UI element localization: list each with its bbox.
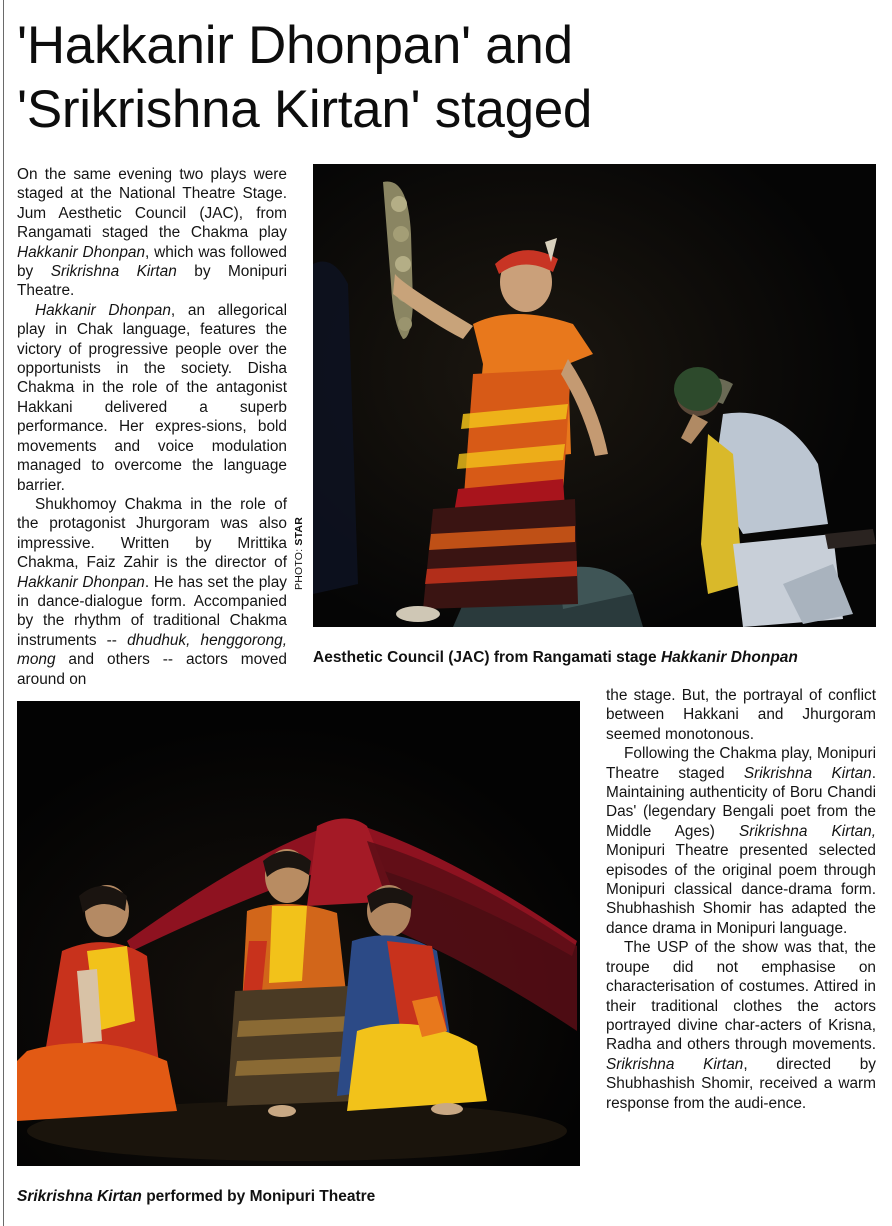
stage-scene-chakma-play xyxy=(313,164,876,627)
photo-credit xyxy=(293,517,305,590)
article-paragraph xyxy=(17,301,287,495)
text-run: Aesthetic Council (JAC) from Rangamati stage xyxy=(313,649,661,666)
text-run: and others -- actors moved around on xyxy=(17,651,287,688)
italic-title-text: Hakkanir Dhonpan xyxy=(660,649,798,666)
italic-title-text: Hakkanir Dhonpan xyxy=(17,243,146,261)
text-run: Following the Chakma play, Monipuri Theatre staged xyxy=(606,745,876,782)
text-run: , an allegorical play in Chak language, features the victory of progressive people over the opportunists in the society. Disha Chakma in the role of the antagonist Hakkani delivered a superb performance. Her expres-sions, bold movements and voice modulation managed to overcome the language barrier. xyxy=(17,301,287,494)
text-run: . He has set the play in dance-dialogue form. Accompanied by the rhythm of traditional Chakma instruments -- xyxy=(17,573,287,649)
text-run: . Maintaining authenticity of Boru Chandi Das' (legendary Bengali poet from the Middle Ages) xyxy=(606,764,876,840)
text-run: , which was followed by xyxy=(17,243,287,281)
article-paragraph xyxy=(606,744,876,938)
text-run: Monipuri Theatre presented selected episodes of the original poem through Monipuri classical dance-drama form. Shubhashish Shomir has adapted the dance drama in Monipuri language. xyxy=(606,842,876,937)
photo-credit-label: PHOTO: xyxy=(293,545,305,590)
article-paragraph xyxy=(17,165,287,301)
italic-title-text: Hakkanir Dhonpan xyxy=(17,573,145,591)
text-run: The USP of the show was that, the troupe did not emphasise on characterisation of costumes. Attired in their traditional clothes the actors portrayed divine char-acters of Krisna, Radha and others through movements. xyxy=(606,939,876,1054)
italic-title-text: Srikrishna Kirtan, xyxy=(738,822,877,840)
photo-hakkanir-dhonpan xyxy=(313,164,876,627)
italic-title-text: Srikrishna Kirtan xyxy=(17,1188,142,1205)
body-column-left xyxy=(17,165,287,689)
stage-scene-monipuri-play xyxy=(17,701,580,1166)
article-paragraph xyxy=(606,938,876,1113)
text-run: the stage. But, the portrayal of conflict between Hakkani and Jhurgoram seemed monotonous. xyxy=(606,687,876,743)
text-run: Shukhomoy Chakma in the role of the protagonist Jhurgoram was also impressive. Written by Mrittika Chakma, Faiz Zahir is the director of xyxy=(17,495,287,572)
text-run: performed by Monipuri Theatre xyxy=(141,1188,376,1205)
article-paragraph xyxy=(17,495,287,689)
body-column-right xyxy=(606,686,876,1113)
italic-title-text: Srikrishna Kirtan xyxy=(50,263,177,281)
italic-title-text: Hakkanir Dhonpan xyxy=(35,301,171,319)
italic-title-text: Srikrishna Kirtan xyxy=(606,1055,744,1073)
photo-caption-hakkanir-dhonpan xyxy=(313,649,798,667)
headline-line-1: 'Hakkanir Dhonpan' and xyxy=(17,16,573,75)
photo-credit-source: STAR xyxy=(293,517,305,546)
article-headline xyxy=(17,14,877,142)
italic-title-text: dhudhuk, henggorong, mong xyxy=(17,631,287,669)
text-run: by Monipuri Theatre. xyxy=(17,263,288,300)
text-run: On the same evening two plays were staged at the National Theatre Stage. Jum Aesthetic Council (JAC), from Rangamati staged the Chakma play xyxy=(17,166,287,242)
photo-caption-srikrishna-kirtan xyxy=(17,1188,375,1206)
italic-title-text: Srikrishna Kirtan xyxy=(743,764,872,782)
headline-line-2: 'Srikrishna Kirtan' staged xyxy=(17,80,593,139)
article-paragraph xyxy=(606,686,876,744)
photo-srikrishna-kirtan xyxy=(17,701,580,1166)
left-column-rule xyxy=(3,0,4,1226)
text-run: , directed by Shubhashish Shomir, received a warm response from the audi-ence. xyxy=(606,1055,876,1112)
